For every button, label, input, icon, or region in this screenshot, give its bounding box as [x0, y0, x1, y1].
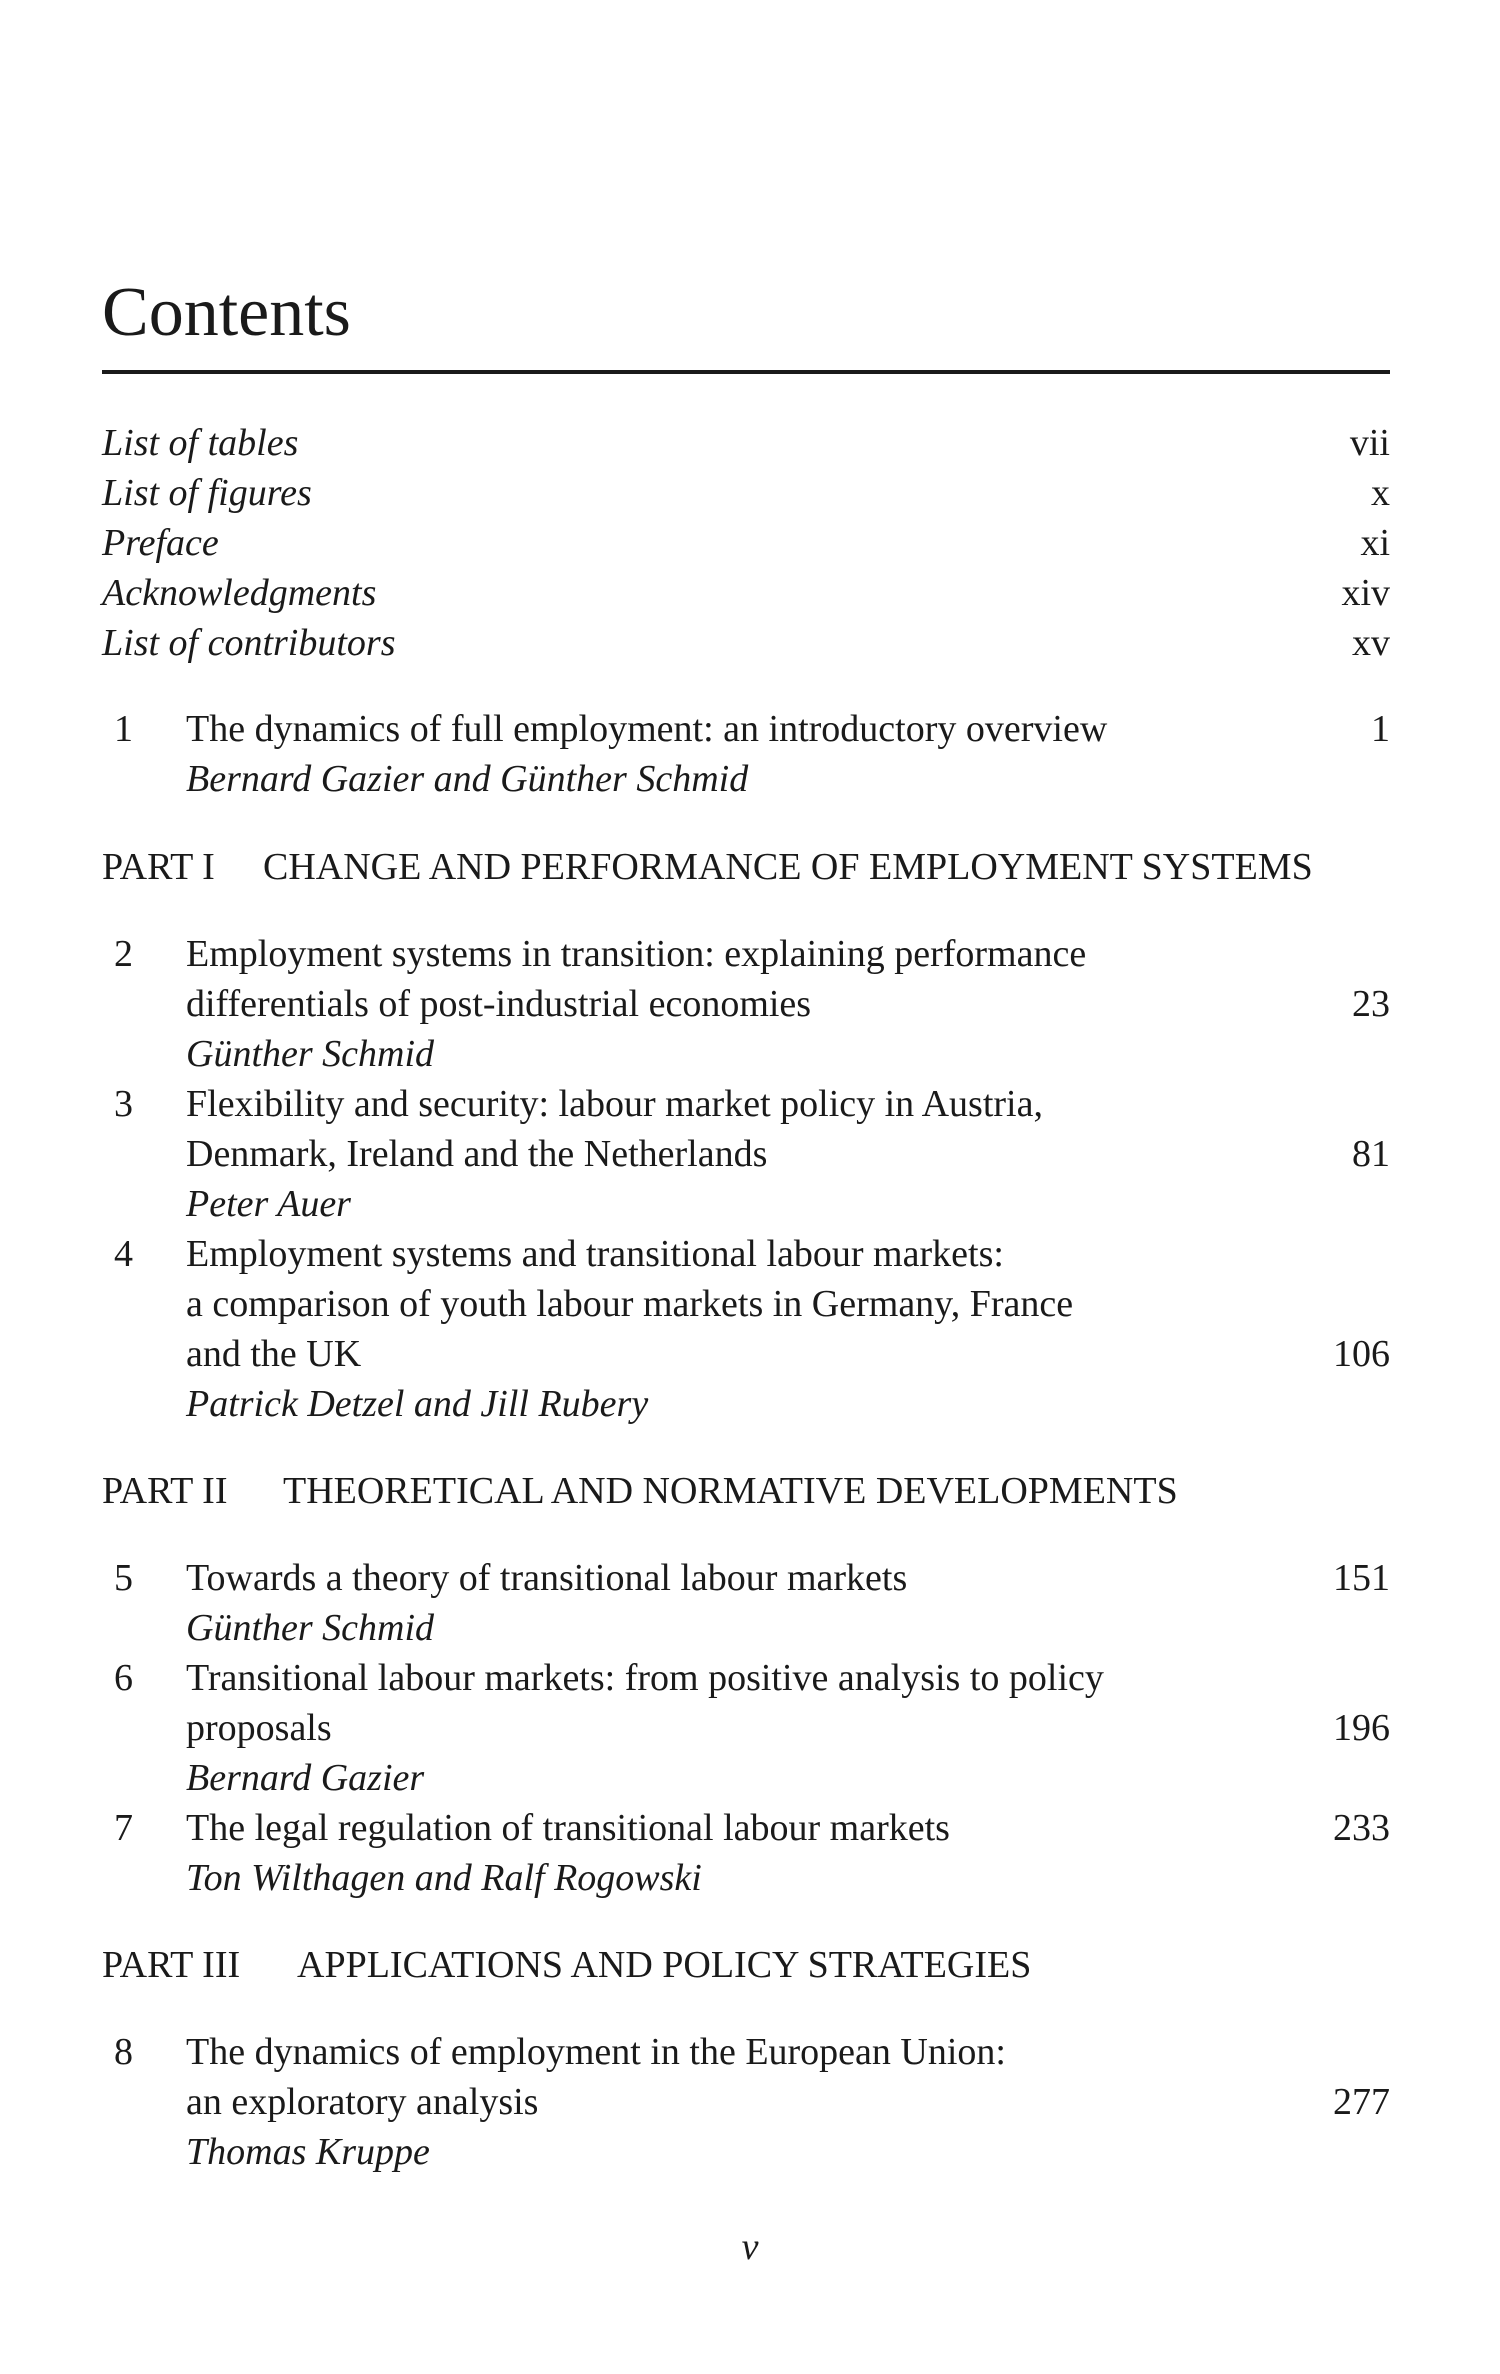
part-label: PART I	[102, 846, 215, 888]
chapter-6-authors-row	[102, 1753, 1390, 1803]
chapter-number: 7	[114, 1807, 133, 1849]
toc-page-number: xiv	[1341, 572, 1390, 614]
toc-chapter-4-line-3[interactable]	[102, 1329, 1390, 1379]
toc-page-number: 196	[1333, 1707, 1390, 1749]
toc-chapter-8-line-2[interactable]	[102, 2077, 1390, 2127]
toc-entry-preface[interactable]	[102, 518, 1390, 568]
chapter-number: 8	[114, 2031, 133, 2073]
toc-page-number: 81	[1352, 1133, 1390, 1175]
chapter-authors: Bernard Gazier	[186, 1757, 425, 1799]
toc-page-number: 23	[1352, 983, 1390, 1025]
toc-page-number: vii	[1349, 422, 1390, 464]
chapter-3-authors-row	[102, 1179, 1390, 1229]
toc-chapter-3[interactable]	[102, 1079, 1390, 1129]
toc-entry-label: List of contributors	[102, 622, 396, 664]
part-title: APPLICATIONS AND POLICY STRATEGIES	[297, 1944, 1032, 1986]
toc-chapter-2-line-2[interactable]	[102, 979, 1390, 1029]
chapter-authors: Bernard Gazier and Günther Schmid	[186, 758, 749, 800]
chapter-title-continued: Denmark, Ireland and the Netherlands	[186, 1133, 768, 1175]
toc-entry-list-of-contributors[interactable]	[102, 618, 1390, 668]
toc-chapter-5[interactable]	[102, 1553, 1390, 1603]
chapter-authors: Peter Auer	[186, 1183, 351, 1225]
part-label: PART III	[102, 1944, 241, 1986]
toc-page-number: 151	[1333, 1557, 1390, 1599]
toc-chapter-4[interactable]	[102, 1229, 1390, 1279]
part-3-heading	[102, 1940, 1390, 1990]
chapter-title: Towards a theory of transitional labour markets	[186, 1557, 908, 1599]
title-rule	[102, 370, 1390, 374]
chapter-title-continued: an exploratory analysis	[186, 2081, 539, 2123]
part-2-heading	[102, 1466, 1390, 1516]
page-title: Contents	[102, 274, 351, 351]
part-label: PART II	[102, 1470, 228, 1512]
toc-chapter-3-line-2[interactable]	[102, 1129, 1390, 1179]
chapter-authors: Günther Schmid	[186, 1607, 435, 1649]
chapter-number: 3	[114, 1083, 133, 1125]
chapter-title-continued: differentials of post-industrial economies	[186, 983, 812, 1025]
toc-entry-label: List of tables	[102, 422, 299, 464]
toc-page-number: 106	[1333, 1333, 1390, 1375]
chapter-4-authors-row	[102, 1379, 1390, 1429]
chapter-8-authors-row	[102, 2127, 1390, 2177]
chapter-title: Employment systems in transition: explaining performance	[186, 933, 1087, 975]
chapter-title: The legal regulation of transitional labour markets	[186, 1807, 950, 1849]
chapter-number: 2	[114, 933, 133, 975]
chapter-number: 4	[114, 1233, 133, 1275]
chapter-title-continued: proposals	[186, 1707, 332, 1749]
chapter-title: Transitional labour markets: from positive analysis to policy	[186, 1657, 1104, 1699]
chapter-authors: Patrick Detzel and Jill Rubery	[186, 1383, 649, 1425]
toc-chapter-6[interactable]	[102, 1653, 1390, 1703]
toc-entry-label: Preface	[102, 522, 219, 564]
part-title: THEORETICAL AND NORMATIVE DEVELOPMENTS	[283, 1470, 1178, 1512]
chapter-7-authors-row	[102, 1853, 1390, 1903]
chapter-title-continued: and the UK	[186, 1333, 362, 1375]
toc-chapter-8[interactable]	[102, 2027, 1390, 2077]
part-title: CHANGE AND PERFORMANCE OF EMPLOYMENT SYSTEMS	[263, 846, 1313, 888]
toc-entry-label: List of figures	[102, 472, 312, 514]
chapter-number: 1	[114, 708, 133, 750]
toc-page-number: 233	[1333, 1807, 1390, 1849]
chapter-authors: Günther Schmid	[186, 1033, 435, 1075]
toc-entry-acknowledgments[interactable]	[102, 568, 1390, 618]
chapter-title: Flexibility and security: labour market policy in Austria,	[186, 1083, 1043, 1125]
chapter-2-authors-row	[102, 1029, 1390, 1079]
toc-page-number: x	[1371, 472, 1390, 514]
chapter-title-continued: a comparison of youth labour markets in Germany, France	[186, 1283, 1074, 1325]
toc-entry-label: Acknowledgments	[102, 572, 377, 614]
toc-page-number: 277	[1333, 2081, 1390, 2123]
chapter-number: 6	[114, 1657, 133, 1699]
page-folio: v	[741, 2226, 759, 2268]
toc-chapter-7[interactable]	[102, 1803, 1390, 1853]
toc-chapter-6-line-2[interactable]	[102, 1703, 1390, 1753]
chapter-authors: Thomas Kruppe	[186, 2131, 430, 2173]
toc-chapter-4-line-2[interactable]	[102, 1279, 1390, 1329]
chapter-authors: Ton Wilthagen and Ralf Rogowski	[186, 1857, 702, 1899]
toc-page-number: xi	[1360, 522, 1390, 564]
toc-chapter-2[interactable]	[102, 929, 1390, 979]
chapter-title: Employment systems and transitional labour markets:	[186, 1233, 1004, 1275]
chapter-1-authors-row	[102, 754, 1390, 804]
chapter-5-authors-row	[102, 1603, 1390, 1653]
part-1-heading	[102, 842, 1390, 892]
toc-entry-list-of-figures[interactable]	[102, 468, 1390, 518]
toc-page-number: xv	[1352, 622, 1390, 664]
chapter-title: The dynamics of full employment: an introductory overview	[186, 708, 1108, 750]
toc-entry-list-of-tables[interactable]	[102, 418, 1390, 468]
toc-chapter-1[interactable]	[102, 704, 1390, 754]
toc-page-number: 1	[1371, 708, 1390, 750]
chapter-title: The dynamics of employment in the European Union:	[186, 2031, 1006, 2073]
chapter-number: 5	[114, 1557, 133, 1599]
